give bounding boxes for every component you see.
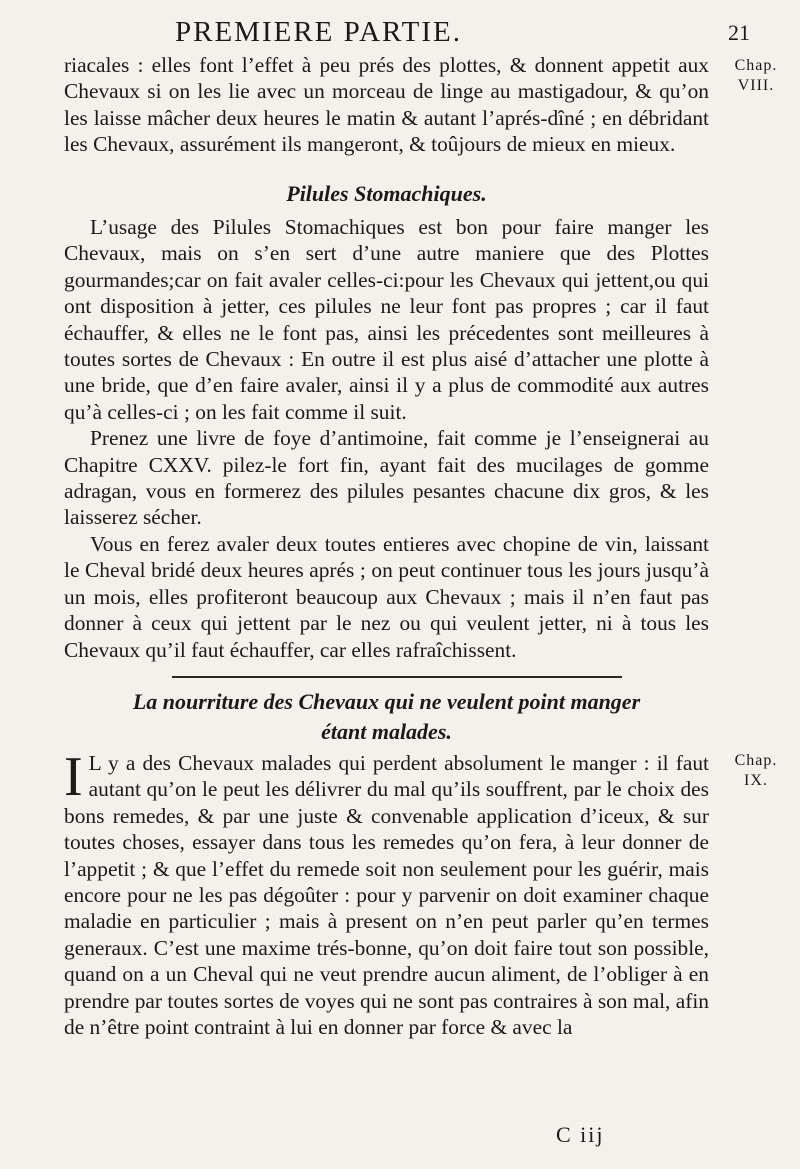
margin-note-label: Chap. bbox=[734, 57, 778, 74]
running-header bbox=[175, 12, 750, 52]
paragraph: L’usage des Pilules Stomachiques est bon pour faire manger les Chevaux, mais on s’en sert d’une autre maniere que des Plottes gourmandes;car on fait avaler celles-ci:pour les Chevaux qui jettent,ou qui ont disposition à jetter, ces pilules ne leur font pas propres ; car il faut échauffer, & elles ne le font pas, ainsi les précedentes sont meilleures à toutes sortes de Chevaux : En outre il est plus aisé d’attacher une plotte à une bride, que d’en faire avaler, ainsi il y a plus de commodité aux autres qu’à celles-ci ; on les fait comme il suit. bbox=[64, 215, 709, 424]
paragraph: Vous en ferez avaler deux toutes entieres avec chopine de vin, laissant le Cheval bridé deux heures aprés ; on peut continuer tous les jours jusqu’à un mois, elles profiteront beaucoup aux Chevaux ; mais il n’en faut pas donner à ceux qui jettent par le nez ou qui veulent jetter, ni à tous les Chevaux qu’il faut échauffer, car elles rafraîchissent. bbox=[64, 531, 709, 662]
heading-line: La nourriture des Chevaux qui ne veulent point manger bbox=[132, 689, 641, 714]
text-block-pilules bbox=[64, 214, 709, 663]
header-title: PREMIERE PARTIE. bbox=[175, 16, 462, 48]
signature-mark: C iij bbox=[556, 1122, 605, 1147]
margin-note-chapter bbox=[721, 751, 791, 791]
margin-note-number: IX. bbox=[744, 772, 768, 789]
text-block-nourriture bbox=[64, 746, 709, 1040]
margin-note-number: VIII. bbox=[737, 77, 775, 94]
paragraph: L y a des Chevaux malades qui perdent absolument le manger : il faut autant qu’on le peut les délivrer du mal qu’ils souffrent, par le choix des bons remedes, & par une juste & convenable application d’iceux, & sur toutes choses, essayer dans tous les remedes qu’on fera, à leur donner de l’appetit ; & que l’effet du remede soit non seulement pour les guérir, mais encore pour ne les pas dégoûter : pour y parvenir on doit examiner chaque maladie en particulier ; mais à present on n’en peut parler qu’en termes generaux. C’est une maxime trés-bonne, qu’on doit faire tout son possible, quand on a un Cheval qui ne veut prendre aucun aliment, de l’obliger à en prendre par toutes sortes de voyes qui ne sont pas contraires à son mal, afin de n’être point contraint à lui en donner par force & avec la bbox=[64, 751, 709, 1040]
margin-note-label: Chap. bbox=[734, 752, 778, 769]
section-divider bbox=[172, 676, 622, 678]
section-heading-nourriture bbox=[64, 687, 709, 747]
text-block-continuation bbox=[64, 52, 709, 158]
heading-line: étant malades. bbox=[321, 719, 452, 744]
margin-note-chapter bbox=[721, 56, 791, 96]
paragraph: Prenez une livre de foye d’antimoine, fait comme je l’enseignerai au Chapitre CXXV. pilez-le fort fin, ayant fait des mucilages de gomme adragan, vous en formerez des pilules pesantes chacune dix gros, & les laisserez sécher. bbox=[64, 426, 709, 530]
paragraph: riacales : elles font l’effet à peu prés des plottes, & donnent appetit aux Chevaux si on les lie avec un morceau de linge au mastigadour, & qu’on les laisse mâcher deux heures le matin & autant l’aprés-dîné ; en débridant les Chevaux, assurément ils mangeront, & toûjours de mieux en mieux. bbox=[64, 53, 709, 157]
page-number: 21 bbox=[728, 20, 750, 45]
drop-cap: I bbox=[64, 746, 83, 808]
section-heading-pilules: Pilules Stomachiques. bbox=[286, 181, 487, 206]
